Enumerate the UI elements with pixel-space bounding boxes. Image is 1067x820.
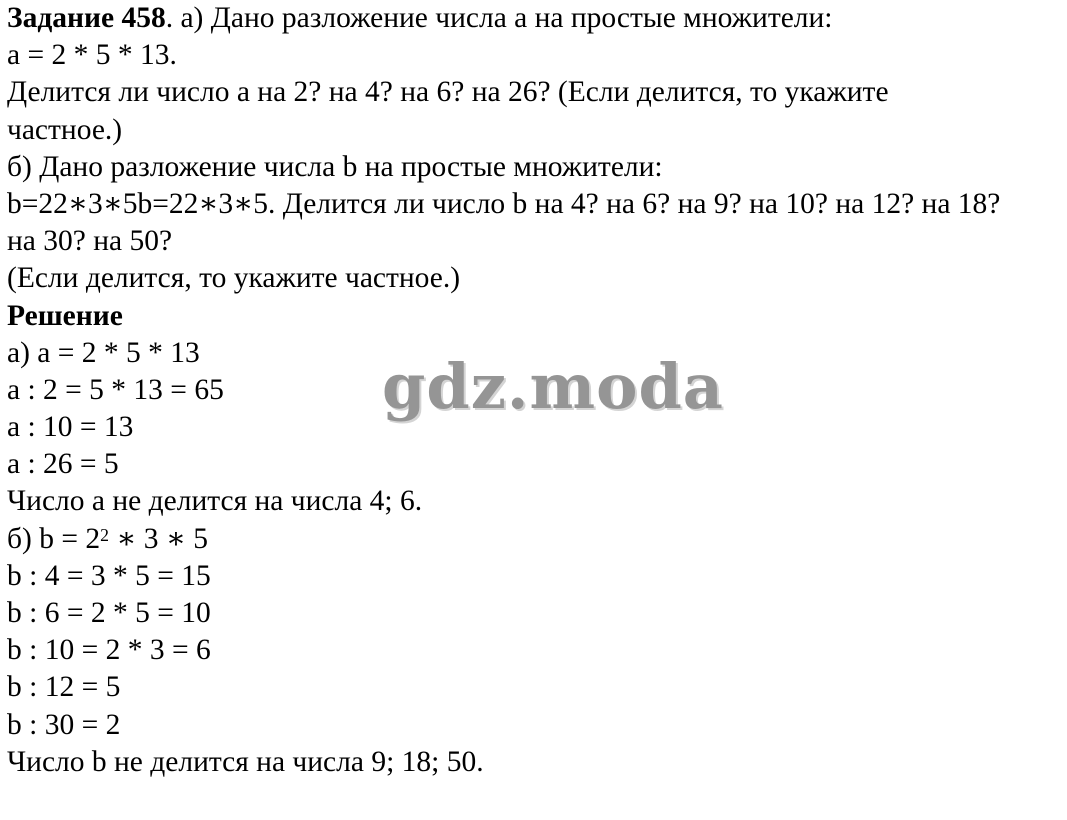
solution-a-line: а : 10 = 13 xyxy=(7,411,134,444)
question-b-line-3: (Если делится, то укажите частное.) xyxy=(7,262,461,295)
part-b-intro: б) Дано разложение числа b на простые множители: xyxy=(7,150,663,183)
task-part-a-intro: . а) Дано разложение числа а на простые множители: xyxy=(165,2,833,34)
solution-a-line: а : 2 = 5 * 13 = 65 xyxy=(7,373,224,406)
solution-b-line: b : 30 = 2 xyxy=(7,708,121,741)
solution-b-prefix: б) b = 2 xyxy=(7,522,101,555)
solution-b-line: b : 12 = 5 xyxy=(7,671,121,704)
solution-b-line: b : 6 = 2 * 5 = 10 xyxy=(7,597,211,629)
solution-a-line: а : 26 = 5 xyxy=(7,448,119,481)
question-b-line-2: на 30? на 50? xyxy=(7,225,173,258)
question-a-line-2: частное.) xyxy=(7,113,123,146)
solution-a-line: а) а = 2 * 5 * 13 xyxy=(7,336,200,369)
watermark-logo: gdz.moda xyxy=(382,350,724,423)
solution-b-suffix: ∗ 3 ∗ 5 xyxy=(108,522,209,555)
solution-b-line: b : 4 = 3 * 5 = 15 xyxy=(7,559,211,592)
solution-a-conclusion: Число а не делится на числа 4; 6. xyxy=(7,485,423,518)
solution-b-conclusion: Число b не делится на числа 9; 18; 50. xyxy=(7,745,484,778)
task-number: Задание 458 xyxy=(7,2,166,34)
a-factorization: а = 2 * 5 * 13. xyxy=(7,39,177,72)
solution-heading: Решение xyxy=(7,299,123,332)
task-title-line xyxy=(7,0,1062,37)
solution-b-line: b : 10 = 2 * 3 = 6 xyxy=(7,634,211,667)
question-b-line-1: b=22∗3∗5b=22∗3∗5. Делится ли число b на 4? на 6? на 9? на 10? на 12? на 18? xyxy=(7,187,1001,220)
solution-b-intro xyxy=(7,521,1062,558)
solution-b-exponent: 2 xyxy=(100,525,109,546)
question-a-line-1: Делится ли число а на 2? на 4? на 6? на 26? (Если делится, то укажите xyxy=(7,76,889,109)
